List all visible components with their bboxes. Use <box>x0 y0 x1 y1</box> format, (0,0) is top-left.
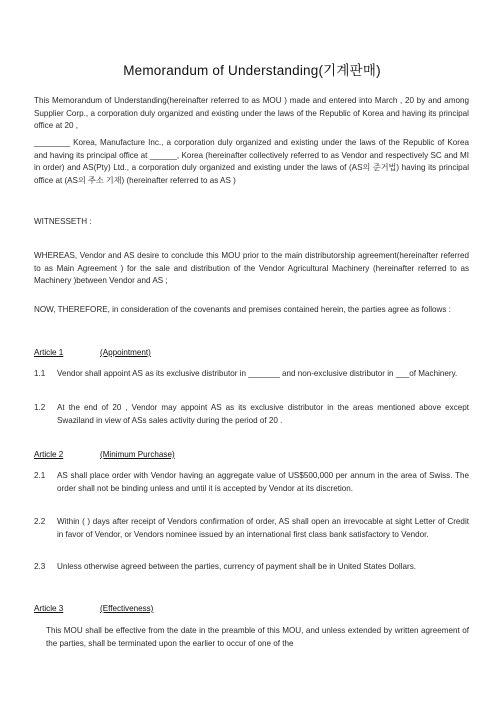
clause-text: At the end of 20 , Vendor may appoint AS as its exclusive distributor in the areas mentioned above except Swaziland in view of ASs sales activity during the period of 20 . <box>57 403 469 425</box>
clause-text: Within ( ) days after receipt of Vendors confirmation of order, AS shall open an irrevocable at sight Letter of Credit in favor of Vendor, or Vendors nominee issued by an international first class bank satisfactory to Vendor. <box>57 517 469 539</box>
article-3-heading <box>34 604 153 613</box>
clause-number: 2.1 <box>34 471 46 480</box>
article-3-text: This MOU shall be effective from the date in the preamble of this MOU, and unless extended by written agreement of the parties, shall be terminated upon the earlier to occur of one of the <box>46 626 469 648</box>
clause-text: Unless otherwise agreed between the parties, currency of payment shall be in United States Dollars. <box>57 562 417 571</box>
article-1-label: Article 1 <box>34 348 64 357</box>
article-1-heading <box>34 348 151 357</box>
article-3-label: Article 3 <box>34 604 64 613</box>
whereas-paragraph: WHEREAS, Vendor and AS desire to conclude this MOU prior to the main distributorship agreement(hereinafter referred to as Main Agreement ) for the sale and distribution of the Vendor Agricultural Machinery (hereinafter referred to as Machinery )between Vendor and AS ; <box>34 251 469 286</box>
clause-number: 2.3 <box>34 562 46 571</box>
article-1-name: (Appointment) <box>100 348 151 357</box>
now-therefore-paragraph: NOW, THEREFORE, in consideration of the covenants and premises contained herein, the parties agree as follows : <box>34 305 451 314</box>
clause-text: Vendor shall appoint AS as its exclusive distributor in _______ and non-exclusive distributor in ___of Machinery. <box>57 369 458 378</box>
clause-number: 2.2 <box>34 517 46 526</box>
intro-paragraph: This Memorandum of Understanding(hereinafter referred to as MOU ) made and entered into March , 20 by and among Supplier Corp., a corporation duly organized and existing under the laws of the Republic of Korea and having its principal office at 20 , <box>34 96 469 131</box>
clause-number: 1.2 <box>34 403 46 412</box>
clause-number: 1.1 <box>34 369 46 378</box>
witnesseth-heading: WITNESSETH : <box>34 217 92 226</box>
clause-text: AS shall place order with Vendor having an aggregate value of US$500,000 per annum in the area of Swiss. The order shall not be binding unless and until it is accepted by Vendor at its discretion. <box>57 471 469 493</box>
article-2-name: (Minimum Purchase) <box>100 450 175 459</box>
document-title: Memorandum of Understanding(기계판매) <box>123 63 381 78</box>
article-2-label: Article 2 <box>34 450 64 459</box>
article-2-heading <box>34 450 175 459</box>
parties-paragraph: ________ Korea, Manufacture Inc., a corporation duly organized and existing under the laws of the Republic of Korea and having its principal office at ______, Korea (hereinafter collectively referred to as Vendor and respectively SC and MI in order) and AS(Pty) Ltd., a corporation duly organized and existing under the laws of (AS의 준거법) having its principal office at (AS의 주소 기재) (hereinafter referred to as AS ) <box>34 138 469 185</box>
article-3-name: (Effectiveness) <box>100 604 154 613</box>
